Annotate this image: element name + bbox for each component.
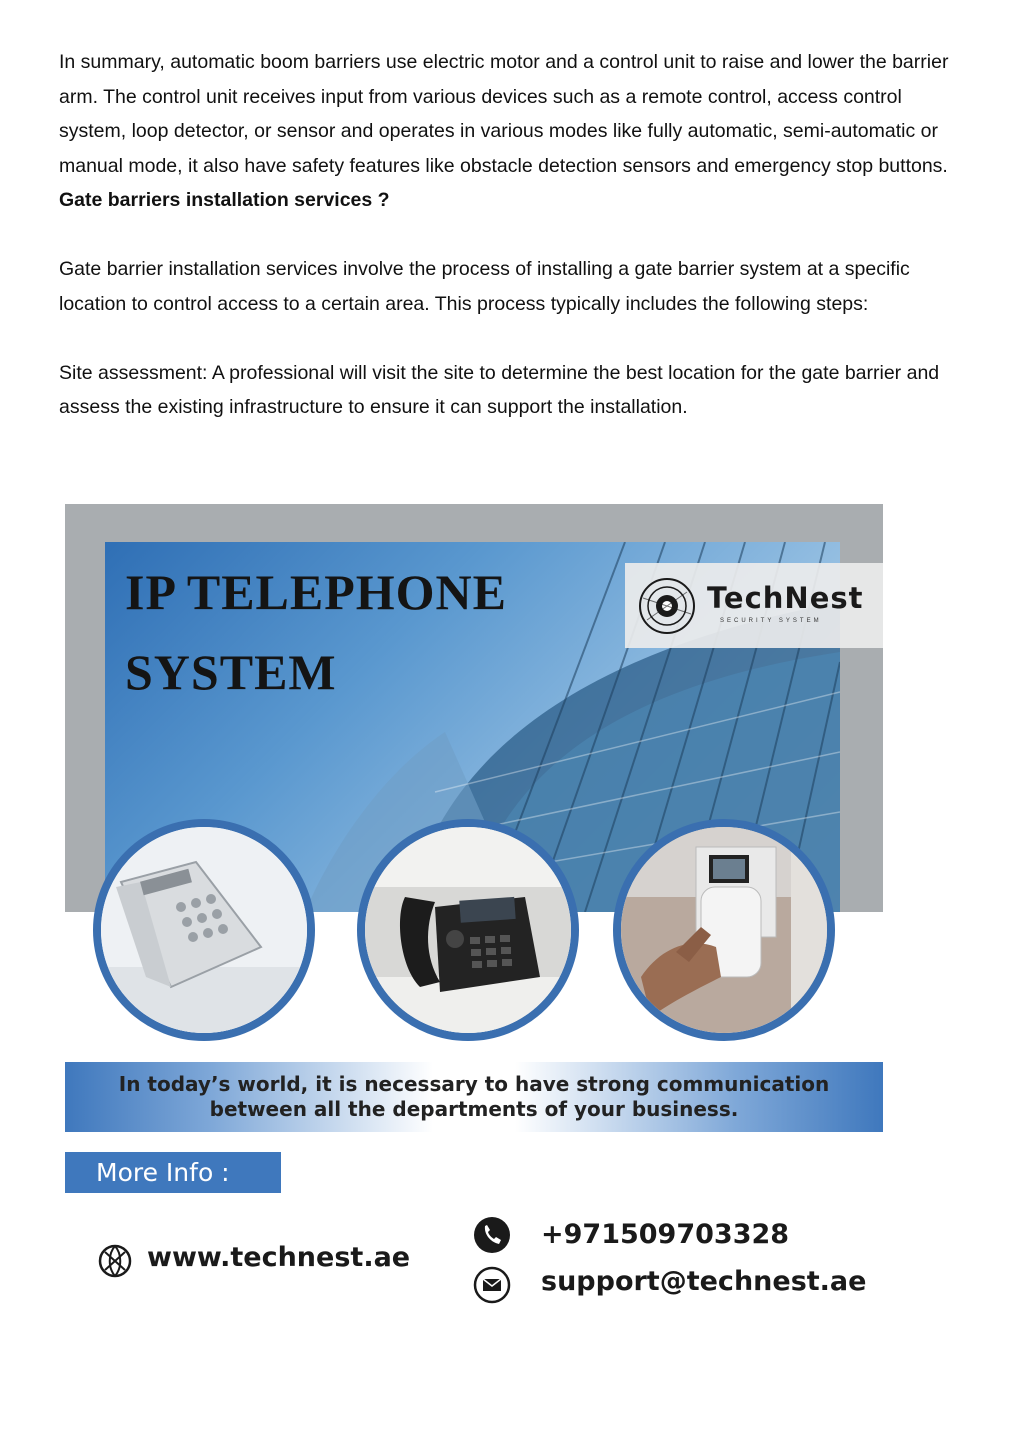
technest-logo-mark-icon [637, 576, 697, 636]
phone-icon [473, 1216, 511, 1254]
email-icon [473, 1266, 511, 1304]
ip-telephone-flyer [65, 504, 883, 1316]
ip-phone-photo [357, 819, 579, 1041]
intercom-photo [613, 819, 835, 1041]
banner-line-2: between all the departments of your business. [209, 1097, 739, 1121]
banner-line-1: In today’s world, it is necessary to have strong communication [118, 1072, 830, 1096]
flyer-title-line-1: IP TELEPHONE [125, 564, 508, 620]
logo-tagline: SECURITY SYSTEM [720, 618, 822, 624]
technest-logo [625, 563, 883, 648]
website-link[interactable]: www.technest.ae [147, 1242, 411, 1273]
phone-number[interactable]: +971509703328 [541, 1219, 790, 1250]
communication-banner [65, 1062, 883, 1132]
section-heading: Gate barriers installation services ? [59, 189, 390, 211]
summary-paragraph: In summary, automatic boom barriers use electric motor and a control unit to raise and lower the barrier arm. The control unit receives input from various devices such as a remote control, access control system, loop detector, or sensor and operates in various modes like fully automatic, semi-automatic or manual mode, it also have safety features like obstacle detection sensors and emergency stop buttons. [59, 51, 949, 177]
article-text [59, 45, 969, 425]
flyer-title [125, 552, 507, 712]
banner-text [65, 1072, 883, 1122]
logo-name: TechNest [707, 581, 864, 615]
more-info-label: More Info : [65, 1152, 281, 1193]
flyer-title-line-2: SYSTEM [125, 644, 337, 700]
desk-phone-photo [93, 819, 315, 1041]
site-assessment-paragraph: Site assessment: A professional will visit the site to determine the best location for the gate barrier and assess the existing infrastructure to ensure it can support the installation. [59, 361, 940, 418]
installation-paragraph: Gate barrier installation services involve the process of installing a gate barrier system at a specific location to control access to a certain area. This process typically includes the following steps: [59, 258, 910, 315]
email-address[interactable]: support@technest.ae [541, 1266, 867, 1297]
globe-icon [98, 1244, 132, 1278]
